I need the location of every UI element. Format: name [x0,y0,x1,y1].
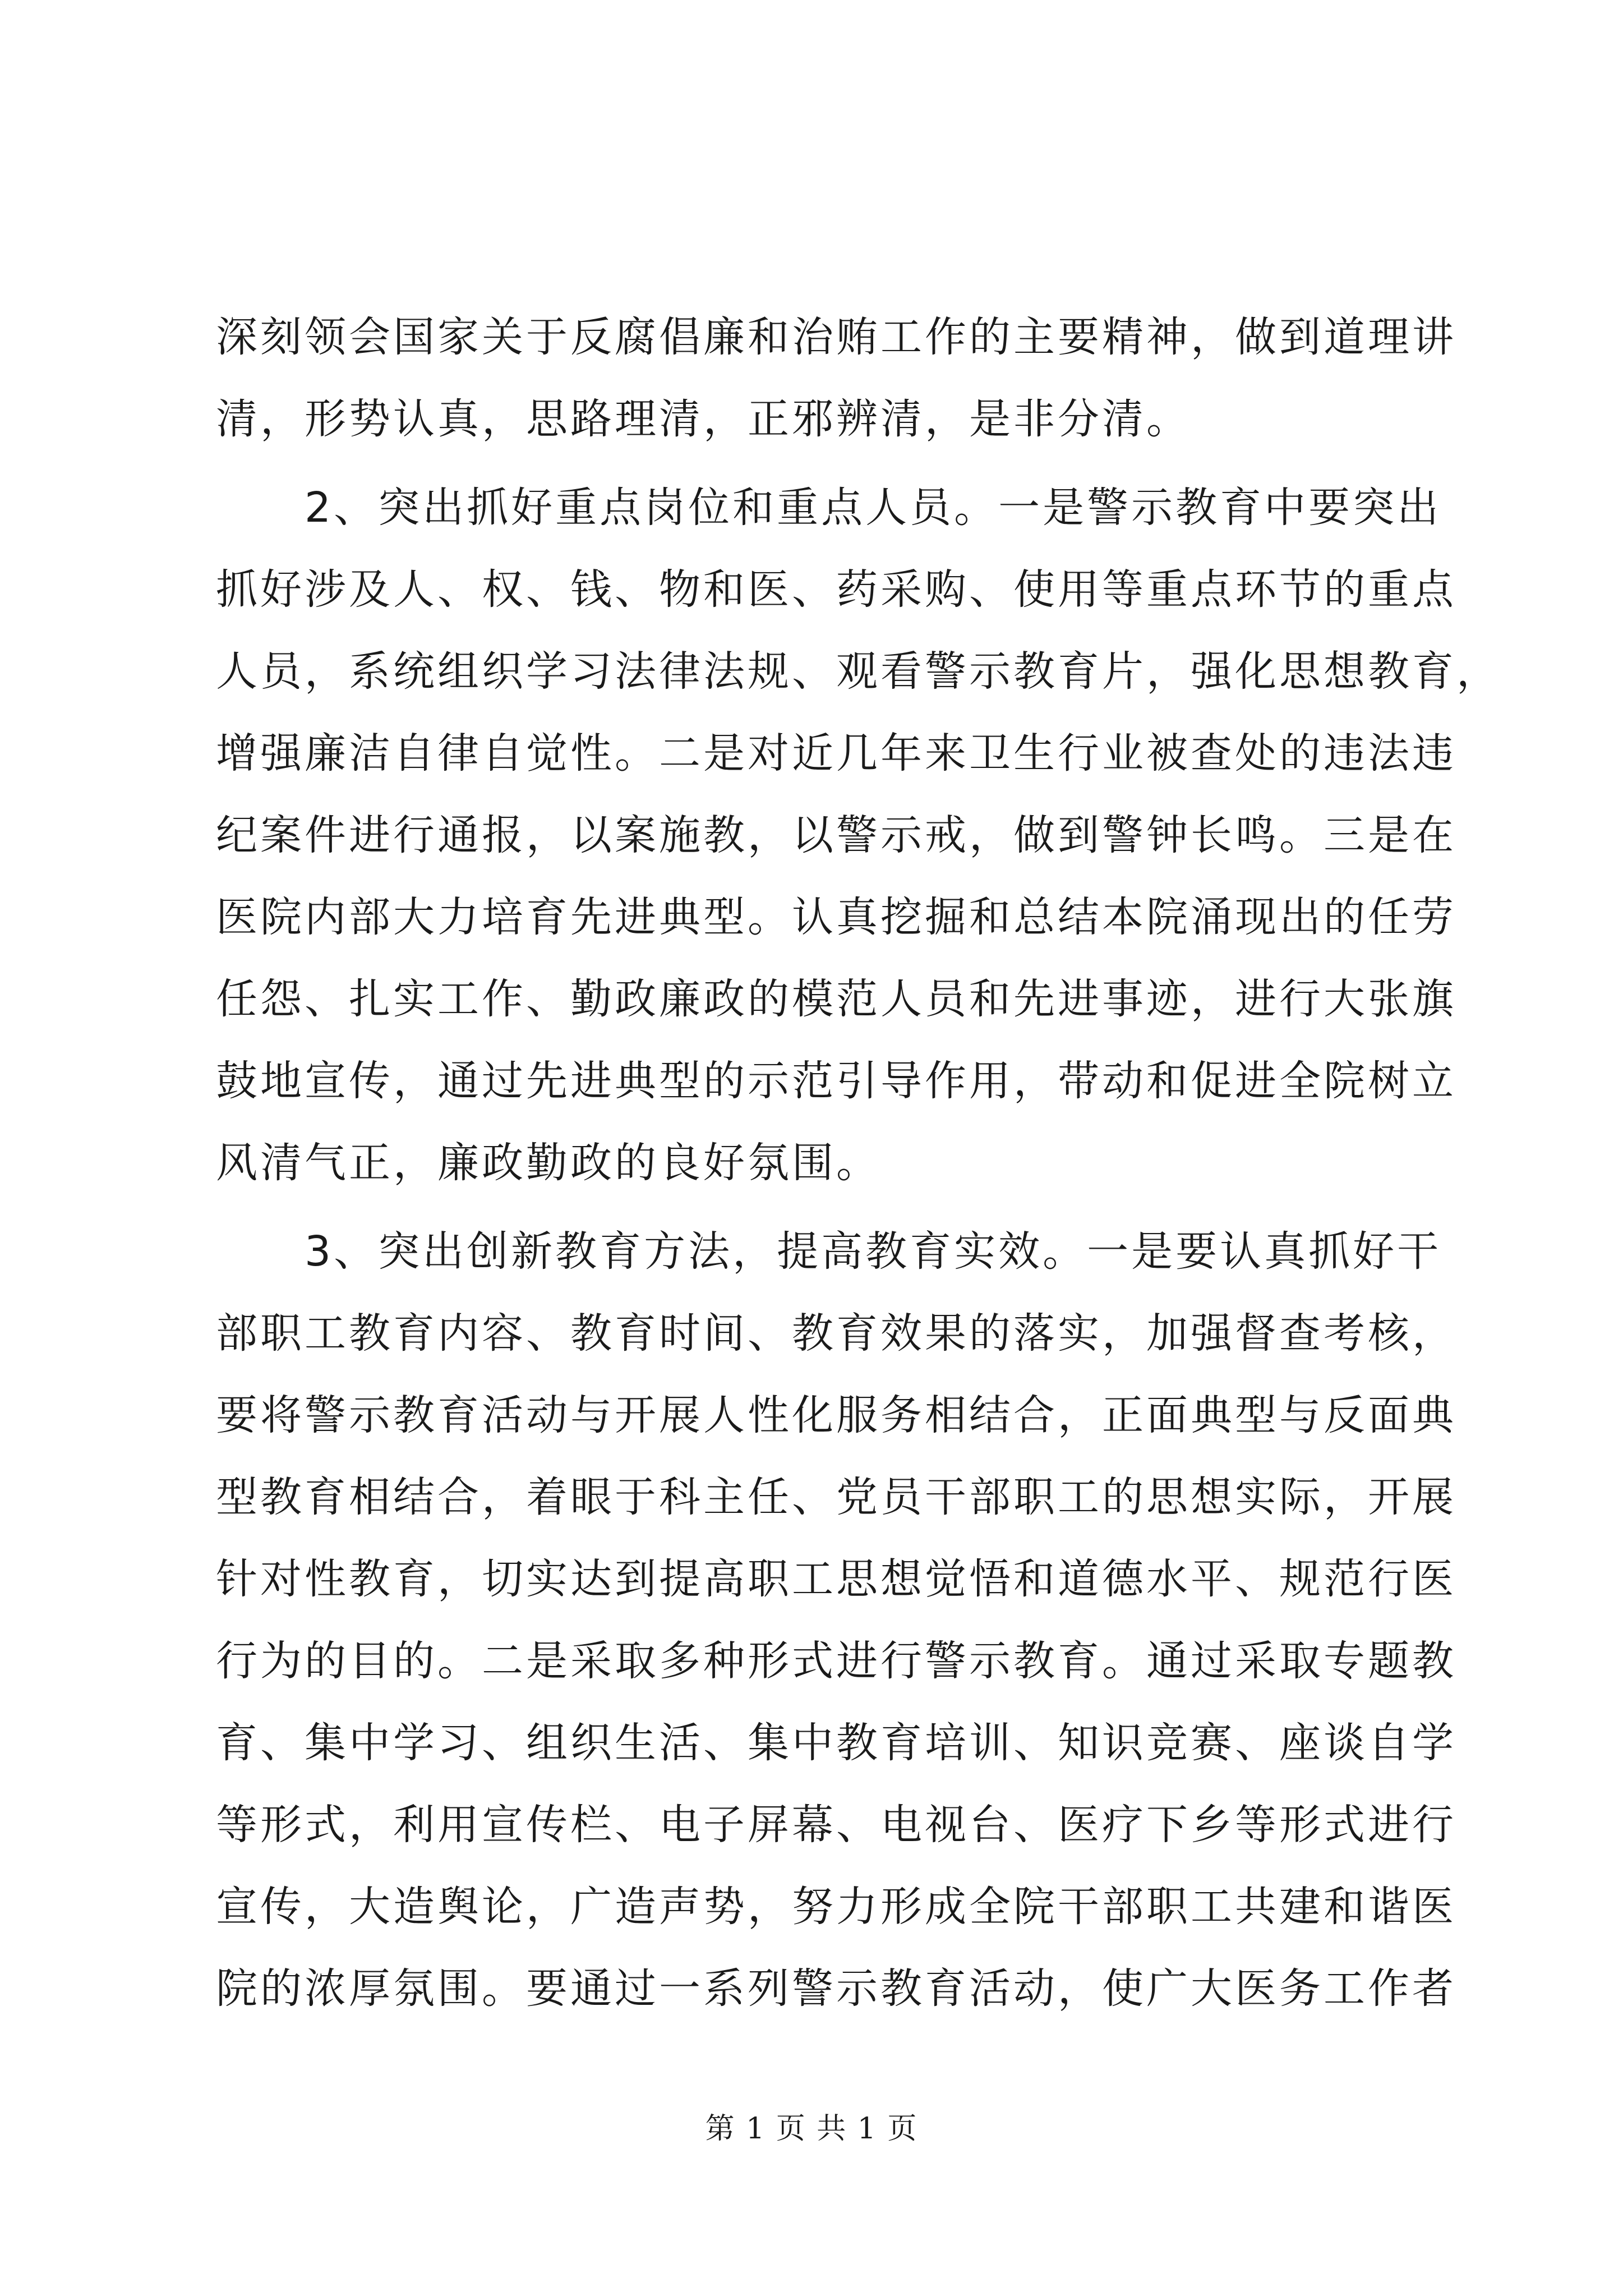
text-line: 任怨、扎实工作、勤政廉政的模范人员和先进事迹，进行大张旗 [216,975,1456,1023]
paragraph-heading-line: 3、突出创新教育方法，提高教育实效。一是要认真抓好干 [305,1227,1442,1276]
text-line: 针对性教育，切实达到提高职工思想觉悟和道德水平、规范行医 [216,1555,1456,1603]
text-line: 人员，系统组织学习法律法规、观看警示教育片，强化思想教育， [216,647,1501,696]
text-line: 型教育相结合，着眼于科主任、党员干部职工的思想实际，开展 [216,1473,1456,1521]
text-line: 院的浓厚氛围。要通过一系列警示教育活动，使广大医务工作者 [216,1964,1456,2013]
text-line: 部职工教育内容、教育时间、教育效果的落实，加强督查考核， [216,1309,1456,1358]
text-line: 增强廉洁自律自觉性。二是对近几年来卫生行业被查处的违法违 [216,729,1456,777]
text-line: 风清气正，廉政勤政的良好氛围。 [216,1139,880,1187]
document-body [216,296,1501,2030]
page-number-footer: 第 1 页 共 1 页 [705,2112,918,2146]
text-line: 医院内部大力培育先进典型。认真挖掘和总结本院涌现出的任劳 [216,893,1456,941]
text-line: 清，形势认真，思路理清，正邪辨清，是非分清。 [216,395,1191,443]
text-line: 要将警示教育活动与开展人性化服务相结合，正面典型与反面典 [216,1391,1456,1439]
text-line: 行为的目的。二是采取多种形式进行警示教育。通过采取专题教 [216,1637,1456,1685]
paragraph-heading-line: 2、突出抓好重点岗位和重点人员。一是警示教育中要突出 [305,484,1442,532]
text-line: 育、集中学习、组织生活、集中教育培训、知识竞赛、座谈自学 [216,1719,1456,1767]
text-line: 抓好涉及人、权、钱、物和医、药采购、使用等重点环节的重点 [216,565,1456,614]
text-line: 纪案件进行通报，以案施教，以警示戒，做到警钟长鸣。三是在 [216,811,1456,859]
text-line: 鼓地宣传，通过先进典型的示范引导作用，带动和促进全院树立 [216,1057,1456,1105]
text-line: 等形式，利用宣传栏、电子屏幕、电视台、医疗下乡等形式进行 [216,1801,1456,1849]
text-line: 深刻领会国家关于反腐倡廉和治贿工作的主要精神，做到道理讲 [216,313,1456,361]
text-line: 宣传，大造舆论，广造声势，努力形成全院干部职工共建和谐医 [216,1883,1456,1931]
